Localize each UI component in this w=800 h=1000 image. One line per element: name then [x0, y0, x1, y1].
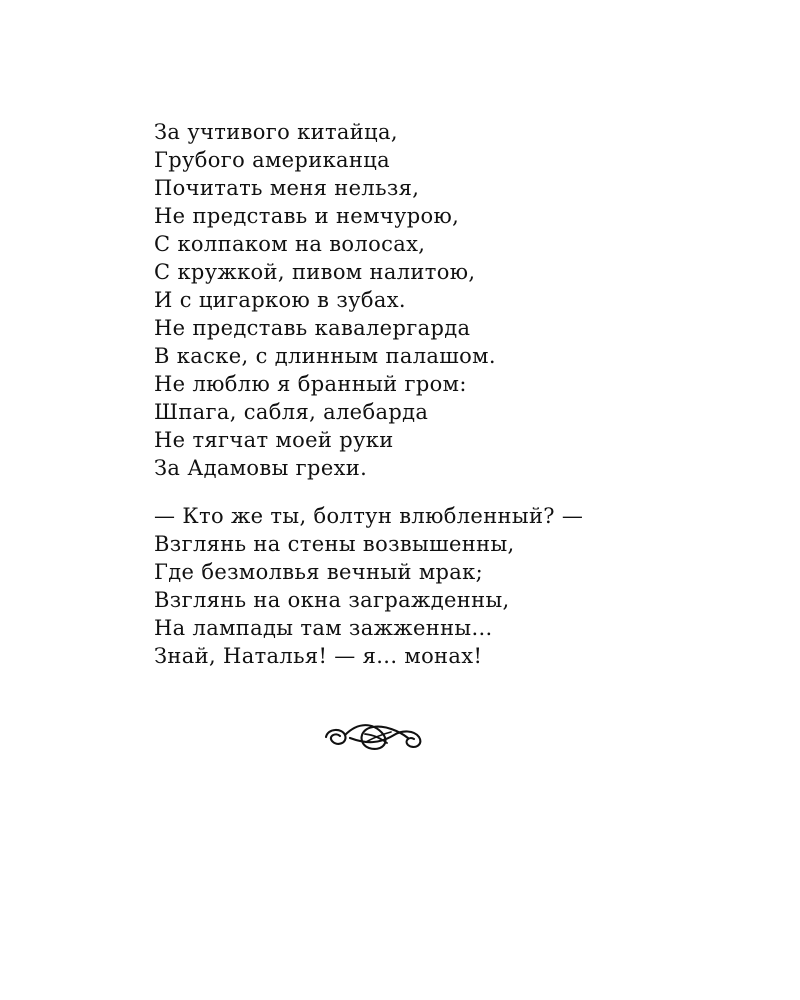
poem-line: Взглянь на стены возвышенны, — [154, 532, 515, 556]
poem-line: Взглянь на окна загражденны, — [154, 588, 510, 612]
poem-line: Не люблю я бранный гром: — [154, 372, 467, 396]
poem-line: Грубого американца — [154, 148, 390, 172]
poem-line: Знай, Наталья! — я... монах! — [154, 644, 483, 668]
poem-stanza-1 — [154, 118, 714, 482]
poem-line: Не представь кавалергарда — [154, 316, 471, 340]
poem-line: Не представь и немчурою, — [154, 204, 460, 228]
flourish-ornament-icon — [318, 710, 428, 758]
poem-line: Шпага, сабля, алебарда — [154, 400, 429, 424]
poem-line: В каске, с длинным палашом. — [154, 344, 496, 368]
poem-line: С кружкой, пивом налитою, — [154, 260, 476, 284]
poem-line: За учтивого китайца, — [154, 120, 398, 144]
poem-line: — Кто же ты, болтун влюбленный? — — [154, 504, 584, 528]
poem-line: На лампады там зажженны... — [154, 616, 493, 640]
poem-line: Не тягчат моей руки — [154, 428, 394, 452]
poem-line: За Адамовы грехи. — [154, 456, 368, 480]
poem-line: С колпаком на волосах, — [154, 232, 426, 256]
poem-stanza-2 — [154, 502, 714, 670]
poem-line: Почитать меня нельзя, — [154, 176, 420, 200]
poem-line: Где безмолвья вечный мрак; — [154, 560, 484, 584]
poem-text — [154, 118, 714, 670]
poem-line: И с цигаркою в зубах. — [154, 288, 406, 312]
